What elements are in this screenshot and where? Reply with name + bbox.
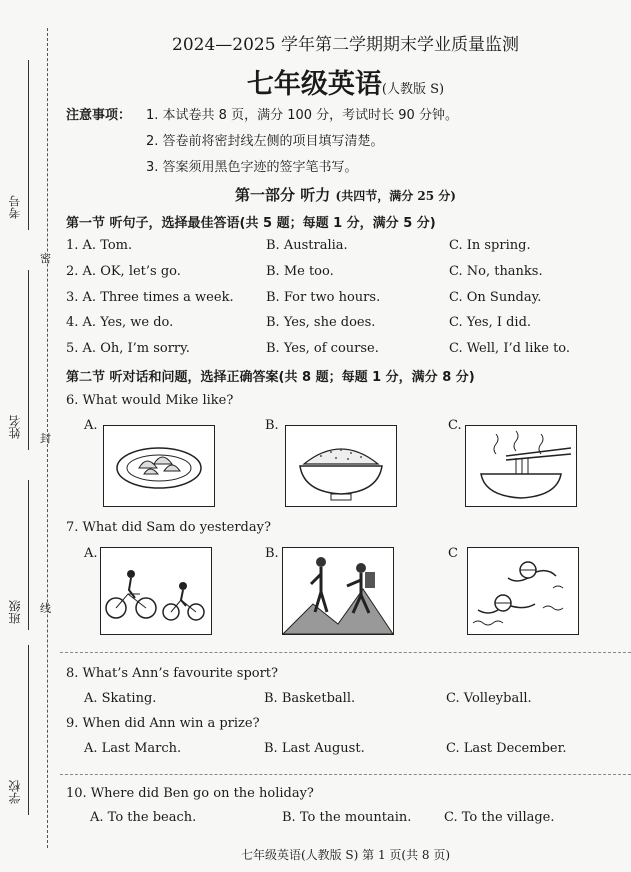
option-c: C. To the village. <box>444 810 555 825</box>
school-label: 学校 <box>8 780 22 804</box>
divider <box>60 774 631 775</box>
option-a: A. To the beach. <box>90 810 197 825</box>
note-item: 1. 本试卷共 8 页，满分 100 分，考试时长 90 分钟。 <box>146 108 458 123</box>
cycling-picture <box>100 547 212 635</box>
pic-label-a: A. <box>84 546 98 561</box>
noodles-picture <box>465 425 577 507</box>
note-item: 3. 答案须用黑色字迹的签字笔书写。 <box>146 160 358 175</box>
option-a: 2. A. OK, let’s go. <box>66 264 181 279</box>
hiking-picture <box>282 547 394 635</box>
pic-label-c: C. <box>448 418 462 433</box>
exam-title: 2024—2025 学年第二学期期末学业质量监测 <box>172 35 519 55</box>
seal-mi: 密 <box>40 252 51 265</box>
pic-label-a: A. <box>84 418 98 433</box>
section1-title: 第一节 听句子，选择最佳答语(共 5 题；每题 1 分，满分 5 分) <box>66 216 436 231</box>
option-b: B. For two hours. <box>266 290 381 305</box>
option-c: C. Volleyball. <box>446 691 532 706</box>
option-a: A. Last March. <box>84 741 182 756</box>
pic-label-b: B. <box>265 418 279 433</box>
question-10: 10. Where did Ben go on the holiday? <box>66 786 314 801</box>
option-b: B. Basketball. <box>264 691 356 706</box>
option-a: 5. A. Oh, I’m sorry. <box>66 341 190 356</box>
option-b: B. To the mountain. <box>282 810 412 825</box>
seal-feng: 封 <box>40 432 51 445</box>
option-a: 4. A. Yes, we do. <box>66 315 174 330</box>
edition: (人教版 S) <box>381 82 445 97</box>
question-7: 7. What did Sam do yesterday? <box>66 520 271 535</box>
dumplings-picture <box>103 425 215 507</box>
option-b: B. Yes, she does. <box>266 315 376 330</box>
rice-bowl-picture <box>285 425 397 507</box>
class-line <box>28 480 29 630</box>
question-6: 6. What would Mike like? <box>66 393 234 408</box>
school-line <box>28 645 29 815</box>
subject-title <box>60 62 631 101</box>
name-line <box>28 270 29 450</box>
option-c: C. Well, I’d like to. <box>449 341 571 356</box>
name-label: 姓名 <box>8 415 22 439</box>
option-c: C. On Sunday. <box>449 290 542 305</box>
section2-title: 第二节 听对话和问题，选择正确答案(共 8 题；每题 1 分，满分 8 分) <box>66 370 475 385</box>
option-b: B. Yes, of course. <box>266 341 379 356</box>
exam-no-line <box>28 60 29 230</box>
option-a: 3. A. Three times a week. <box>66 290 234 305</box>
page-footer: 七年级英语(人教版 S) 第 1 页(共 8 页) <box>240 848 451 862</box>
option-b: B. Last August. <box>264 741 365 756</box>
option-c: C. Yes, I did. <box>449 315 532 330</box>
option-c: C. Last December. <box>446 741 567 756</box>
option-c: C. No, thanks. <box>449 264 543 279</box>
pic-label-b: B. <box>265 546 279 561</box>
question-9: 9. When did Ann win a prize? <box>66 716 260 731</box>
exam-no-label: 考号 <box>8 195 22 219</box>
subject-name: 七年级英语 <box>246 69 382 100</box>
class-label: 班级 <box>8 600 22 624</box>
pic-label-c: C <box>448 546 458 561</box>
divider <box>60 652 631 653</box>
option-c: C. In spring. <box>449 238 531 253</box>
notes-label: 注意事项： <box>66 108 132 123</box>
option-a: A. Skating. <box>84 691 157 706</box>
part1-title: 第一部分 听力 (共四节，满分 25 分) <box>235 186 456 204</box>
note-item: 2. 答卷前将密封线左侧的项目填写清楚。 <box>146 134 384 149</box>
seal-dashed-line <box>47 28 48 848</box>
seal-xian: 线 <box>40 602 51 615</box>
option-a: 1. A. Tom. <box>66 238 133 253</box>
swimming-picture <box>467 547 579 635</box>
option-b: B. Australia. <box>266 238 348 253</box>
option-b: B. Me too. <box>266 264 334 279</box>
question-8: 8. What’s Ann’s favourite sport? <box>66 666 279 681</box>
